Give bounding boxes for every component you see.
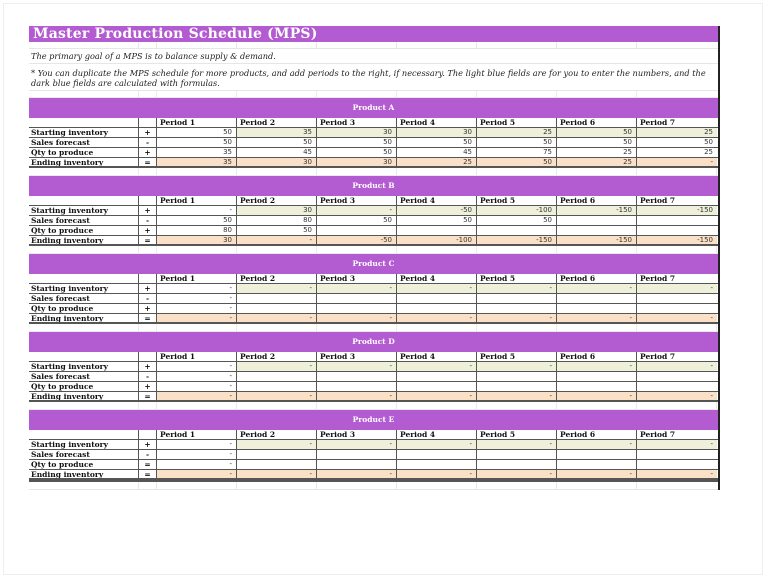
ending-inventory-row (29, 314, 718, 324)
operator-cell[interactable]: = (139, 460, 157, 469)
row-label[interactable]: Sales forecast (29, 216, 139, 225)
value-cell[interactable] (637, 294, 717, 303)
row-label[interactable]: Qty to produce (29, 382, 139, 391)
operator-cell[interactable]: = (139, 158, 157, 166)
row-label[interactable]: Ending inventory (29, 236, 139, 244)
empty-row (29, 246, 718, 254)
operator-cell[interactable]: - (139, 138, 157, 147)
period-header-cell[interactable]: Period 3 (317, 274, 397, 283)
period-header-cell[interactable]: Period 6 (557, 196, 637, 205)
period-header-cell[interactable]: Period 7 (640, 118, 676, 127)
operator-cell[interactable]: + (139, 148, 157, 157)
value-cell[interactable] (397, 372, 477, 381)
operator-cell[interactable]: - (139, 294, 157, 303)
value-cell[interactable] (557, 460, 637, 469)
row-label[interactable]: Starting inventory (29, 206, 139, 215)
value-cell[interactable]: 25 (557, 158, 637, 166)
period-header-cell[interactable]: Period 1 (157, 274, 237, 283)
value-cell[interactable]: - (477, 392, 557, 400)
value-cell[interactable] (317, 460, 397, 469)
value-cell[interactable]: 30 (317, 158, 397, 166)
operator-cell[interactable]: - (139, 372, 157, 381)
value-cell[interactable]: - (317, 392, 397, 400)
ending-inventory-row (29, 158, 718, 168)
sales-forecast-row (29, 138, 718, 148)
value-cell[interactable] (397, 294, 477, 303)
period-header-cell[interactable]: Period 6 (557, 118, 637, 127)
value-cell[interactable] (477, 304, 557, 313)
qty-to-produce-row (29, 460, 718, 470)
period-header-cell[interactable]: Period 7 (640, 352, 676, 361)
value-cell[interactable]: - (477, 284, 557, 293)
value-cell[interactable]: -150 (477, 236, 557, 244)
value-cell[interactable]: - (157, 284, 237, 293)
value-cell[interactable]: - (477, 314, 557, 322)
value-cell[interactable]: 50 (557, 138, 637, 147)
value-cell[interactable]: - (637, 440, 717, 449)
value-cell[interactable] (637, 460, 717, 469)
value-cell[interactable]: - (237, 236, 317, 244)
operator-cell[interactable]: + (139, 304, 157, 313)
value-cell[interactable] (317, 294, 397, 303)
value-cell[interactable]: 30 (397, 128, 477, 137)
value-cell[interactable]: 25 (704, 148, 713, 156)
period-header-cell[interactable]: Period 2 (237, 118, 317, 127)
period-header-cell[interactable]: Period 3 (317, 430, 397, 439)
value-cell[interactable]: - (397, 470, 477, 478)
value-cell[interactable] (557, 450, 637, 459)
period-header-row (29, 196, 718, 206)
spreadsheet (29, 26, 720, 490)
value-cell[interactable]: 50 (704, 138, 713, 146)
value-cell[interactable]: - (317, 470, 397, 478)
header-blank-cell[interactable] (139, 274, 157, 283)
operator-cell[interactable]: = (139, 236, 157, 244)
value-cell[interactable]: 35 (237, 128, 317, 137)
value-cell[interactable]: 80 (157, 226, 237, 235)
header-blank-cell[interactable] (29, 118, 139, 127)
header-blank-cell[interactable] (139, 196, 157, 205)
value-cell[interactable]: - (157, 362, 237, 371)
value-cell[interactable] (637, 450, 717, 459)
row-label[interactable]: Ending inventory (29, 158, 139, 166)
header-blank-cell[interactable] (139, 430, 157, 439)
intro-text: The primary goal of a MPS is to balance supply & demand. (29, 49, 718, 64)
period-header-cell[interactable]: Period 1 (157, 118, 237, 127)
value-cell[interactable]: - (157, 206, 237, 215)
sheet-title: Master Production Schedule (MPS) (29, 26, 718, 42)
header-blank-cell[interactable] (29, 430, 139, 439)
value-cell[interactable] (317, 450, 397, 459)
ending-inventory-row (29, 470, 718, 480)
value-cell[interactable]: - (637, 314, 717, 322)
value-cell[interactable]: - (637, 158, 717, 166)
value-cell[interactable]: - (157, 372, 237, 381)
period-header-cell[interactable]: Period 2 (237, 274, 317, 283)
value-cell[interactable]: 45 (397, 148, 477, 157)
value-cell[interactable]: 50 (397, 138, 477, 147)
period-header-cell[interactable]: Period 5 (477, 118, 557, 127)
product-section-product-c (29, 254, 718, 332)
value-cell[interactable]: -150 (557, 206, 637, 215)
value-cell[interactable]: - (317, 440, 397, 449)
value-cell[interactable] (637, 372, 717, 381)
value-cell[interactable]: 35 (157, 148, 237, 157)
value-cell[interactable]: - (397, 362, 477, 371)
value-cell[interactable]: - (637, 362, 717, 371)
period-header-row (29, 118, 718, 128)
value-cell[interactable]: - (557, 440, 637, 449)
value-cell[interactable] (237, 294, 317, 303)
empty-row (29, 91, 718, 98)
note-text: * You can duplicate the MPS schedule for more products, and add periods to the right, if necessary. The light blue fields are for you to enter the numbers, and the dark blue fields are calculated with formulas. (29, 64, 718, 91)
row-label[interactable]: Ending inventory (29, 314, 139, 322)
period-header-cell[interactable]: Period 4 (397, 430, 477, 439)
value-cell[interactable]: - (637, 392, 717, 400)
qty-to-produce-row (29, 148, 718, 158)
operator-cell[interactable]: + (139, 206, 157, 215)
value-cell[interactable]: - (637, 470, 717, 478)
value-cell[interactable] (397, 304, 477, 313)
value-cell[interactable] (317, 304, 397, 313)
value-cell[interactable]: - (397, 392, 477, 400)
value-cell[interactable]: - (157, 382, 237, 391)
value-cell[interactable] (557, 382, 637, 391)
value-cell[interactable] (237, 382, 317, 391)
value-cell[interactable] (477, 460, 557, 469)
product-name: Product C (29, 254, 718, 274)
qty-to-produce-row (29, 226, 718, 236)
starting-inventory-row (29, 206, 718, 216)
value-cell[interactable]: 50 (477, 158, 557, 166)
sales-forecast-row (29, 450, 718, 460)
period-header-cell[interactable]: Period 4 (397, 118, 477, 127)
value-cell[interactable]: - (157, 294, 237, 303)
period-header-cell[interactable]: Period 6 (557, 430, 637, 439)
header-blank-cell[interactable] (29, 352, 139, 361)
value-cell[interactable]: - (557, 314, 637, 322)
value-cell[interactable]: - (237, 440, 317, 449)
starting-inventory-row (29, 284, 718, 294)
value-cell[interactable] (557, 372, 637, 381)
period-header-cell[interactable]: Period 4 (397, 352, 477, 361)
value-cell[interactable] (317, 382, 397, 391)
value-cell[interactable]: - (157, 392, 237, 400)
product-section-product-a (29, 98, 718, 176)
value-cell[interactable]: - (157, 450, 237, 459)
value-cell[interactable]: 30 (237, 158, 317, 166)
period-header-cell[interactable]: Period 6 (557, 274, 637, 283)
operator-cell[interactable]: + (139, 226, 157, 235)
value-cell[interactable]: 50 (157, 216, 237, 225)
period-header-cell[interactable]: Period 5 (477, 196, 557, 205)
product-name: Product E (29, 410, 718, 430)
value-cell[interactable]: -50 (397, 206, 477, 215)
value-cell[interactable]: 30 (237, 206, 317, 215)
period-header-cell[interactable]: Period 1 (157, 430, 237, 439)
qty-to-produce-row (29, 304, 718, 314)
value-cell[interactable]: - (477, 362, 557, 371)
value-cell[interactable]: 25 (557, 148, 637, 157)
period-header-row (29, 430, 718, 440)
product-sections (29, 98, 718, 480)
header-blank-cell[interactable] (139, 352, 157, 361)
value-cell[interactable]: - (557, 362, 637, 371)
value-cell[interactable]: - (397, 284, 477, 293)
value-cell[interactable]: 30 (157, 236, 237, 244)
ending-inventory-row (29, 392, 718, 402)
row-label[interactable]: Qty to produce (29, 460, 139, 469)
operator-cell[interactable]: + (139, 362, 157, 371)
value-cell[interactable]: 35 (157, 158, 237, 166)
value-cell[interactable] (637, 226, 717, 235)
value-cell[interactable]: 50 (237, 226, 317, 235)
value-cell[interactable] (557, 304, 637, 313)
value-cell[interactable]: 75 (477, 148, 557, 157)
starting-inventory-row (29, 128, 718, 138)
row-label[interactable]: Starting inventory (29, 362, 139, 371)
product-section-product-d (29, 332, 718, 410)
value-cell[interactable]: - (477, 440, 557, 449)
row-label[interactable]: Qty to produce (29, 304, 139, 313)
operator-cell[interactable]: + (139, 128, 157, 137)
empty-row (29, 168, 718, 176)
period-header-cell[interactable]: Period 6 (557, 352, 637, 361)
period-header-cell[interactable]: Period 7 (640, 430, 676, 439)
product-name: Product D (29, 332, 718, 352)
period-header-cell[interactable]: Period 3 (317, 118, 397, 127)
value-cell[interactable]: - (237, 314, 317, 322)
value-cell[interactable]: - (317, 314, 397, 322)
value-cell[interactable] (397, 226, 477, 235)
sales-forecast-row (29, 372, 718, 382)
row-label[interactable]: Ending inventory (29, 470, 139, 478)
product-section-product-b (29, 176, 718, 254)
starting-inventory-row (29, 362, 718, 372)
header-blank-cell[interactable] (29, 274, 139, 283)
value-cell[interactable]: 30 (317, 128, 397, 137)
period-header-cell[interactable]: Period 2 (237, 352, 317, 361)
period-header-cell[interactable]: Period 7 (640, 274, 676, 283)
sales-forecast-row (29, 294, 718, 304)
value-cell[interactable]: 50 (317, 216, 397, 225)
ending-inventory-row (29, 236, 718, 246)
value-cell[interactable]: 45 (237, 148, 317, 157)
value-cell[interactable] (557, 294, 637, 303)
value-cell[interactable] (637, 216, 717, 225)
value-cell[interactable] (237, 304, 317, 313)
value-cell[interactable] (237, 372, 317, 381)
product-name: Product B (29, 176, 718, 196)
value-cell[interactable]: - (237, 392, 317, 400)
row-label[interactable]: Ending inventory (29, 392, 139, 400)
value-cell[interactable]: 50 (317, 148, 397, 157)
value-cell[interactable] (637, 304, 717, 313)
value-cell[interactable]: - (557, 470, 637, 478)
value-cell[interactable]: - (637, 284, 717, 293)
value-cell[interactable]: -150 (637, 206, 717, 215)
empty-row (29, 480, 718, 490)
period-header-cell[interactable]: Period 4 (397, 274, 477, 283)
value-cell[interactable] (317, 372, 397, 381)
value-cell[interactable]: - (237, 284, 317, 293)
value-cell[interactable]: - (157, 440, 237, 449)
value-cell[interactable] (557, 226, 637, 235)
value-cell[interactable] (477, 382, 557, 391)
value-cell[interactable] (397, 460, 477, 469)
period-header-cell[interactable]: Period 5 (477, 274, 557, 283)
value-cell[interactable]: - (557, 392, 637, 400)
value-cell[interactable]: - (397, 440, 477, 449)
value-cell[interactable]: 25 (397, 158, 477, 166)
starting-inventory-row (29, 440, 718, 450)
period-header-cell[interactable]: Period 5 (477, 352, 557, 361)
header-blank-cell[interactable] (29, 196, 139, 205)
value-cell[interactable]: - (477, 470, 557, 478)
value-cell[interactable]: - (317, 284, 397, 293)
period-header-cell[interactable]: Period 4 (397, 196, 477, 205)
row-label[interactable]: Qty to produce (29, 226, 139, 235)
sales-forecast-row (29, 216, 718, 226)
value-cell[interactable] (637, 382, 717, 391)
value-cell[interactable] (477, 294, 557, 303)
period-header-cell[interactable]: Period 2 (237, 430, 317, 439)
value-cell[interactable] (397, 450, 477, 459)
value-cell[interactable]: - (397, 314, 477, 322)
operator-cell[interactable]: = (139, 470, 157, 478)
value-cell[interactable]: -150 (637, 236, 717, 244)
value-cell[interactable]: -150 (557, 236, 637, 244)
value-cell[interactable] (477, 226, 557, 235)
operator-cell[interactable]: + (139, 440, 157, 449)
period-header-cell[interactable]: Period 3 (317, 196, 397, 205)
value-cell[interactable]: - (157, 460, 237, 469)
value-cell[interactable]: - (237, 362, 317, 371)
row-label[interactable]: Sales forecast (29, 450, 139, 459)
period-header-cell[interactable]: Period 5 (477, 430, 557, 439)
operator-cell[interactable]: - (139, 450, 157, 459)
operator-cell[interactable]: + (139, 382, 157, 391)
value-cell[interactable]: 25 (477, 128, 557, 137)
row-label[interactable]: Starting inventory (29, 284, 139, 293)
value-cell[interactable]: 50 (317, 138, 397, 147)
value-cell[interactable]: 80 (237, 216, 317, 225)
period-header-row (29, 352, 718, 362)
value-cell[interactable]: 50 (477, 138, 557, 147)
value-cell[interactable]: - (157, 304, 237, 313)
value-cell[interactable]: -100 (397, 236, 477, 244)
product-name: Product A (29, 98, 718, 118)
product-section-product-e (29, 410, 718, 480)
value-cell[interactable]: 50 (397, 216, 477, 225)
empty-row (29, 402, 718, 410)
empty-row (29, 324, 718, 332)
operator-cell[interactable]: - (139, 216, 157, 225)
value-cell[interactable]: - (237, 470, 317, 478)
value-cell[interactable]: - (557, 284, 637, 293)
period-header-cell[interactable]: Period 1 (157, 196, 237, 205)
operator-cell[interactable]: + (139, 284, 157, 293)
empty-row (29, 42, 718, 49)
value-cell[interactable]: 50 (237, 138, 317, 147)
value-cell[interactable] (237, 450, 317, 459)
value-cell[interactable]: 50 (157, 138, 237, 147)
operator-cell[interactable]: = (139, 314, 157, 322)
period-header-row (29, 274, 718, 284)
qty-to-produce-row (29, 382, 718, 392)
period-header-cell[interactable]: Period 7 (640, 196, 676, 205)
value-cell[interactable] (557, 216, 637, 225)
period-header-cell[interactable]: Period 3 (317, 352, 397, 361)
row-label[interactable]: Starting inventory (29, 128, 139, 137)
value-cell[interactable]: - (317, 362, 397, 371)
value-cell[interactable]: 50 (157, 128, 237, 137)
row-label[interactable]: Sales forecast (29, 294, 139, 303)
value-cell[interactable] (397, 382, 477, 391)
operator-cell[interactable]: = (139, 392, 157, 400)
value-cell[interactable]: - (157, 470, 237, 478)
header-blank-cell[interactable] (139, 118, 157, 127)
value-cell[interactable] (237, 460, 317, 469)
row-label[interactable]: Sales forecast (29, 372, 139, 381)
value-cell[interactable]: - (157, 314, 237, 322)
value-cell[interactable]: 50 (477, 216, 557, 225)
row-label[interactable]: Starting inventory (29, 440, 139, 449)
value-cell[interactable] (477, 372, 557, 381)
value-cell[interactable] (317, 226, 397, 235)
period-header-cell[interactable]: Period 1 (157, 352, 237, 361)
value-cell[interactable]: - (317, 206, 397, 215)
row-label[interactable]: Sales forecast (29, 138, 139, 147)
value-cell[interactable]: 50 (557, 128, 637, 137)
value-cell[interactable]: 25 (637, 128, 717, 137)
period-header-cell[interactable]: Period 2 (237, 196, 317, 205)
row-label[interactable]: Qty to produce (29, 148, 139, 157)
value-cell[interactable]: -100 (477, 206, 557, 215)
value-cell[interactable] (477, 450, 557, 459)
value-cell[interactable]: -50 (317, 236, 397, 244)
